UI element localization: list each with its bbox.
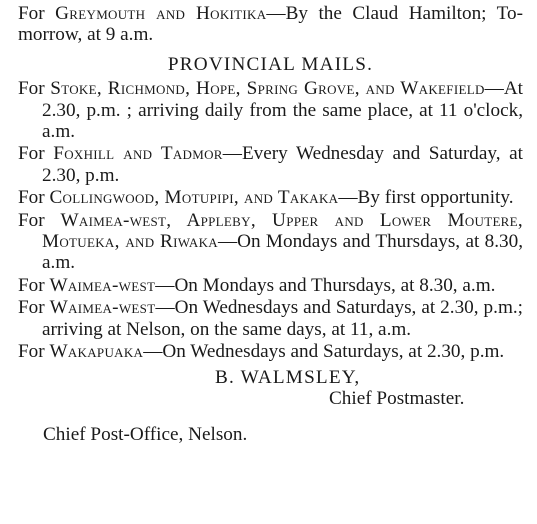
signature-title: Chief Postmaster. xyxy=(329,387,465,409)
mail-entry xyxy=(18,187,523,208)
entry-text: —On Wednesdays and Saturdays, at 2.30, p.m. xyxy=(143,341,505,363)
entry-places: Waimea-west, Appleby, Upper and Lower Moutere, Motueka, and Riwaka xyxy=(42,209,523,253)
signature-name: B. WALMSLEY, xyxy=(215,366,361,388)
entry-places: Stoke, Richmond, Hope, Spring Grove, and Wakefield xyxy=(50,78,485,100)
mail-entry xyxy=(18,297,523,340)
greymouth-entry xyxy=(18,3,523,46)
entry-prefix: For xyxy=(18,143,54,165)
entry-prefix: For xyxy=(18,341,50,363)
mail-entry xyxy=(18,341,523,362)
section-heading: PROVINCIAL MAILS. xyxy=(167,53,374,75)
entry-text: —On Wednesdays and Saturdays, at 2.30, p.m.; arriving at Nelson, on the same days, at 11, a.m. xyxy=(42,297,523,340)
entry-prefix: For xyxy=(18,187,50,209)
mail-entry xyxy=(18,275,523,296)
entry-text: —By the Claud Hamilton; To-morrow, at 9 a.m. xyxy=(18,3,524,46)
entry-text: —On Mondays and Thursdays, at 8.30, a.m. xyxy=(155,274,496,296)
entry-prefix: For xyxy=(18,297,50,319)
entry-prefix: For xyxy=(18,3,56,24)
entry-places: Wakapuaka xyxy=(49,341,144,363)
entry-text: —By first opportunity. xyxy=(338,187,514,209)
entry-places: Waimea-west xyxy=(49,297,156,319)
entry-text: —Every Wednesday and Saturday, at 2.30, p.m. xyxy=(42,143,523,186)
mail-entry xyxy=(18,143,523,186)
entry-prefix: For xyxy=(18,209,61,231)
footer-location: Chief Post-Office, Nelson. xyxy=(43,424,248,446)
mail-entry xyxy=(18,210,523,274)
entry-places: Greymouth and Hokitika xyxy=(55,3,267,24)
entry-places: Waimea-west xyxy=(49,274,156,296)
entry-prefix: For xyxy=(18,78,51,100)
entry-text: —At 2.30, p.m. ; arriving daily from the same place, at 11 o'clock, a.m. xyxy=(42,78,524,143)
entry-places: Foxhill and Tadmor xyxy=(53,143,223,165)
entry-text: —On Mondays and Thursdays, at 8.30, a.m. xyxy=(42,231,523,274)
entry-places: Collingwood, Motupipi, and Takaka xyxy=(49,187,339,209)
entry-prefix: For xyxy=(18,274,50,296)
mail-entry xyxy=(18,78,523,142)
